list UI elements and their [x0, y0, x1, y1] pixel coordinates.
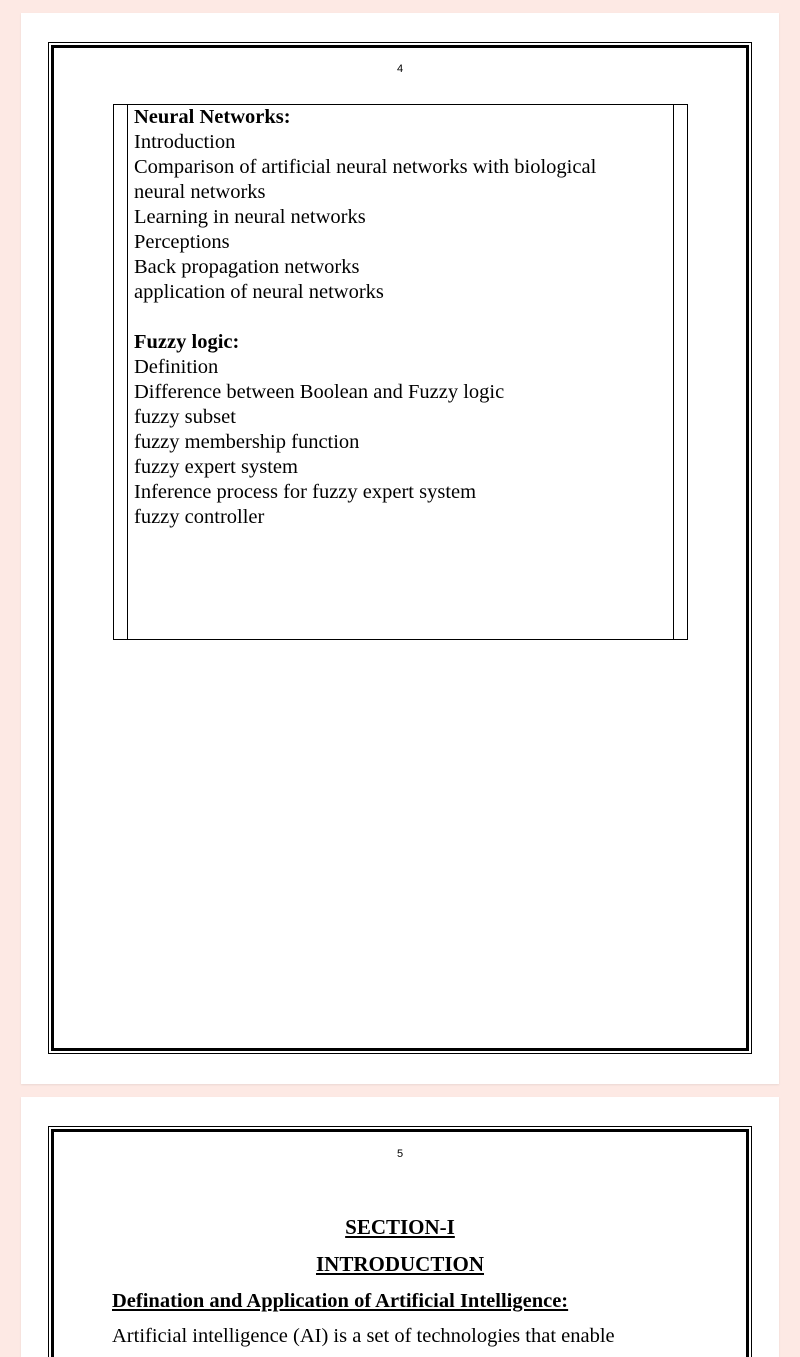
page-number: 5 [396, 1148, 404, 1160]
neural-networks-heading: Neural Networks: [134, 106, 291, 128]
topic-item: fuzzy expert system [134, 456, 298, 478]
topic-item: Definition [134, 356, 219, 378]
blank-line [134, 305, 667, 330]
page-border [51, 1129, 749, 1357]
topic-item: Inference process for fuzzy expert system [134, 481, 477, 503]
topic-item: Difference between Boolean and Fuzzy logic [134, 381, 505, 403]
topic-item: fuzzy controller [134, 506, 265, 528]
body-paragraph: Artificial intelligence (AI) is a set of technologies that enable [112, 1325, 615, 1347]
topic-item: Perceptions [134, 231, 230, 253]
topic-item: fuzzy membership function [134, 431, 360, 453]
table-column-rule [127, 105, 128, 639]
topic-item: Comparison of artificial neural networks with biological [134, 156, 597, 178]
page-number: 4 [396, 63, 404, 75]
topic-item: fuzzy subset [134, 406, 236, 428]
topic-heading: Defination and Application of Artificial Intelligence: [112, 1290, 569, 1312]
topic-item: neural networks [134, 181, 266, 203]
topic-item: Back propagation networks [134, 256, 360, 278]
topic-item: application of neural networks [134, 281, 384, 303]
document-page-5 [21, 1097, 779, 1357]
topic-item: Introduction [134, 131, 236, 153]
syllabus-table [113, 104, 688, 640]
section-subtitle: INTRODUCTION [315, 1252, 485, 1276]
topic-item: Learning in neural networks [134, 206, 366, 228]
section-title: SECTION-I [345, 1215, 455, 1239]
fuzzy-logic-heading: Fuzzy logic: [134, 331, 240, 353]
document-page-4 [21, 13, 779, 1084]
table-column-rule [673, 105, 674, 639]
syllabus-cell [134, 105, 667, 530]
page-border [51, 45, 749, 1051]
